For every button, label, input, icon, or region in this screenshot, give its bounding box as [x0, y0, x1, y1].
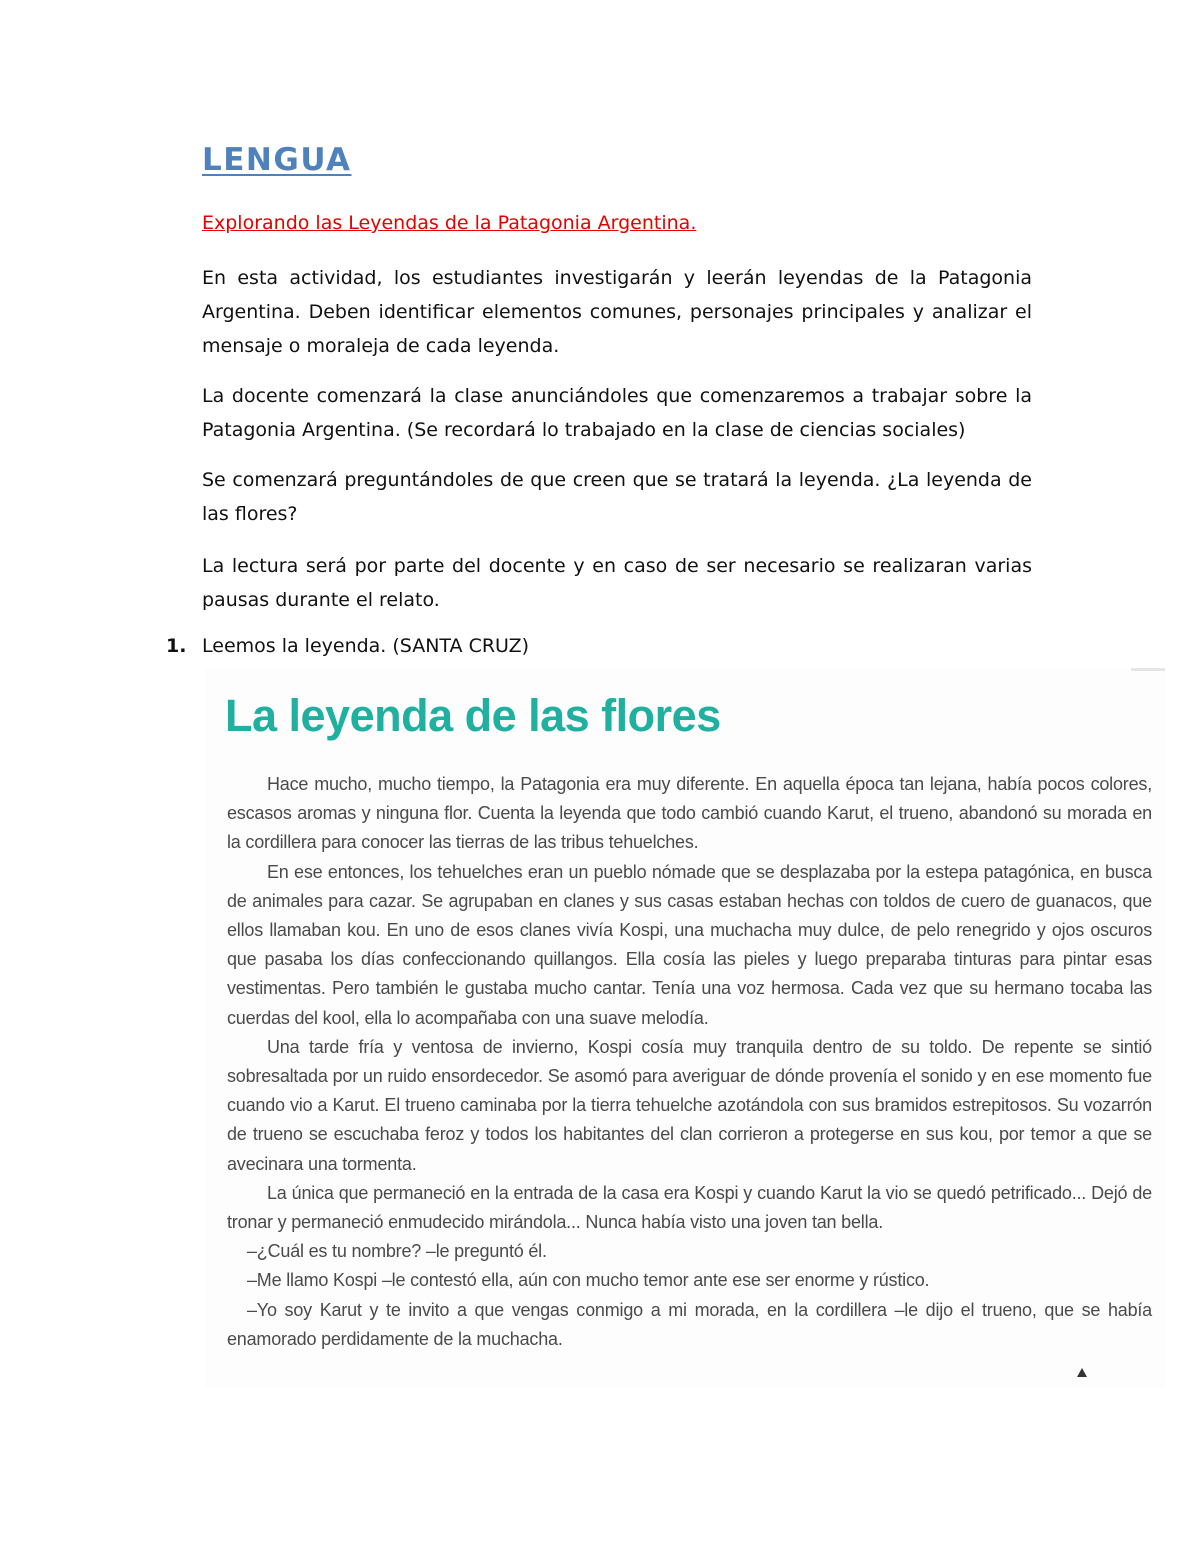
paragraph-class-start: La docente comenzará la clase anunciándoles que comenzaremos a trabajar sobre la Patagonia Argentina. (Se recordará lo trabajado en la clase de ciencias sociales) [202, 385, 1032, 441]
list-item [166, 635, 529, 657]
subject-heading: LENGUA [202, 142, 352, 178]
list-number: 1. [166, 635, 187, 657]
story-dialogue-line: –¿Cuál es tu nombre? –le preguntó él. [247, 1241, 547, 1262]
legend-story [227, 770, 1152, 1354]
story-dialogue-line: –Me llamo Kospi –le contestó ella, aún con mucho temor ante ese ser enorme y rústico. [247, 1270, 930, 1291]
story-paragraph: Hace mucho, mucho tiempo, la Patagonia era muy diferente. En aquella época tan lejana, había pocos colores, escasos aromas y ninguna flor. Cuenta la leyenda que todo cambió cuando Karut, el trueno, abandonó su morada en la cordillera para conocer las tierras de las tribus tehuelches. [227, 774, 1152, 853]
story-dialogue-line: –Yo soy Karut y te invito a que vengas conmigo a mi morada, en la cordillera –le dijo el trueno, que se había enamorado perdidamente de la muchacha. [227, 1299, 1152, 1349]
paragraph-reading: La lectura será por parte del docente y en caso de ser necesario se realizaran varias pausas durante el relato. [202, 555, 1032, 611]
story-paragraph: Una tarde fría y ventosa de invierno, Kospi cosía muy tranquila dentro de su toldo. De repente se sintió sobresaltada por un ruido ensordecedor. Se asomó para averiguar de dónde provenía el sonido y en ese momento fue cuando vio a Karut. El trueno caminaba por la tierra tehuelche azotándola con sus bramidos estrepitosos. Su vozarrón de trueno se escuchaba feroz y todos los habitantes del clan corrieron a protegerse en sus kou, por temor a que se avecinara una tormenta. [227, 1036, 1152, 1174]
legend-title: La leyenda de las flores [225, 690, 721, 741]
story-paragraph: La única que permaneció en la entrada de la casa era Kospi y cuando Karut la vio se quedó petrificado... Dejó de tronar y permaneció enmudecido mirándola... Nunca había visto una joven tan bella. [227, 1182, 1152, 1233]
paragraph-question: Se comenzará preguntándoles de que creen que se tratará la leyenda. ¿La leyenda de las flores? [202, 469, 1032, 525]
scanned-legend-image [205, 668, 1165, 1388]
scan-artifact-mark [1077, 1368, 1087, 1377]
paragraph-intro: En esta actividad, los estudiantes investigarán y leerán leyendas de la Patagonia Argentina. Deben identificar elementos comunes, personajes principales y analizar el mensaje o moraleja de cada leyenda. [202, 267, 1032, 357]
story-paragraph: En ese entonces, los tehuelches eran un pueblo nómade que se desplazaba por la estepa patagónica, en busca de animales para cazar. Se agrupaban en clanes y sus casas estaban hechas con toldos de cuero de guanacos, que ellos llamaban kou. En uno de esos clanes vivía Kospi, una muchacha muy dulce, de pelo renegrido y ojos oscuros que pasaba los días confeccionando quillangos. Ella cosía las pieles y luego preparaba tinturas para pintar esas vestimentas. Pero también le gustaba mucho cantar. Tenía una voz hermosa. Cada vez que su hermano tocaba las cuerdas del kool, ella lo acompañaba con una suave melodía. [227, 861, 1152, 1028]
list-text: Leemos la leyenda. (SANTA CRUZ) [202, 635, 530, 657]
scan-edge-line [1131, 668, 1165, 671]
activity-title: Explorando las Leyendas de la Patagonia Argentina. [202, 212, 697, 234]
